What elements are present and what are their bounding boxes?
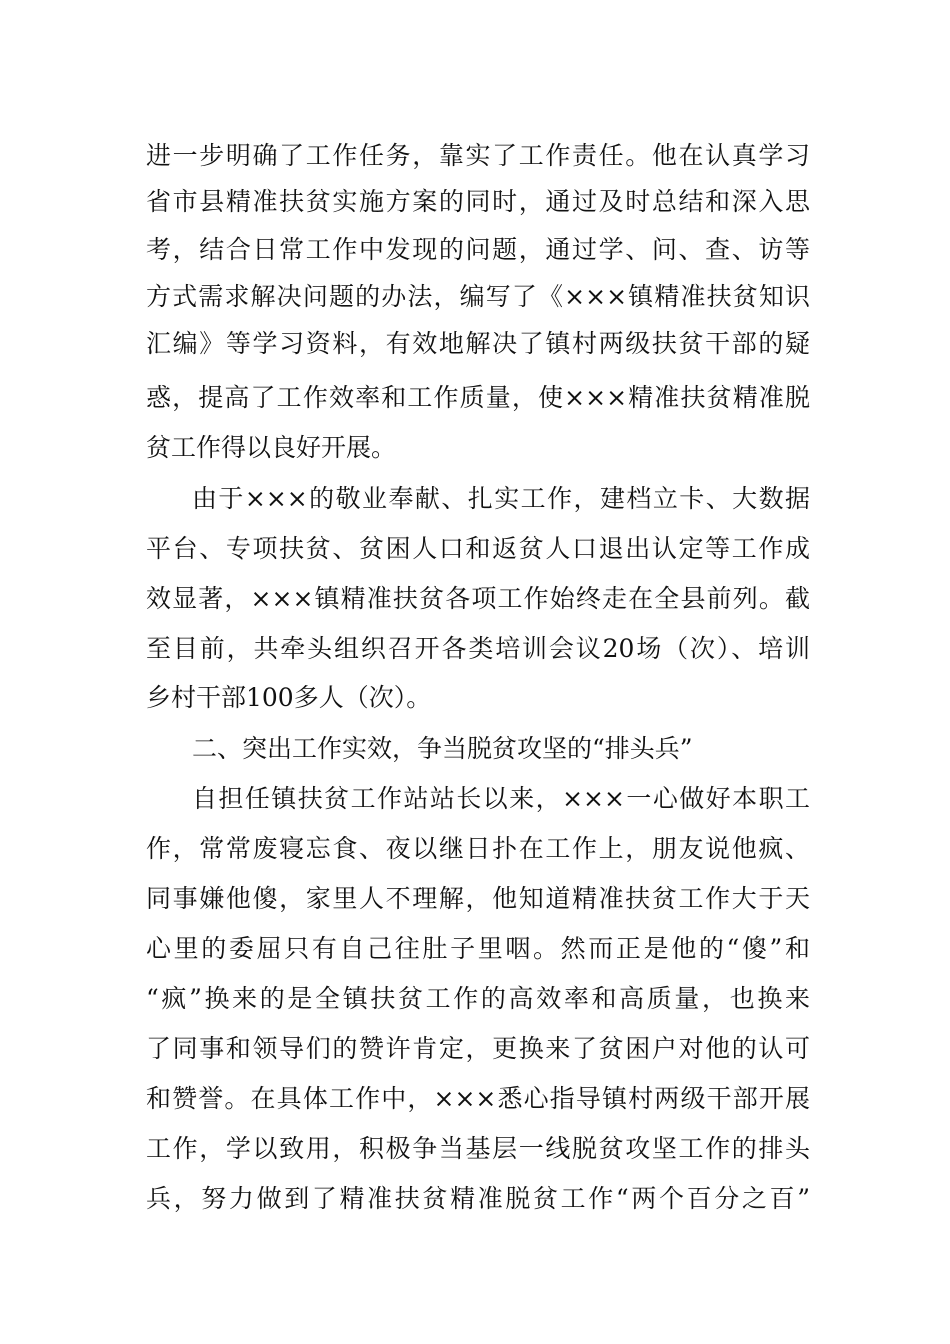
paragraph-line: “疯”换来的是全镇扶贫工作的高效率和高质量，也换来 [146,984,810,1013]
paragraph-line: 了同事和领导们的赞许肯定，更换来了贫困户对他的认可 [146,1034,810,1063]
paragraph-line: 考，结合日常工作中发现的问题，通过学、问、查、访等 [146,235,810,264]
paragraph-line: 自担任镇扶贫工作站站长以来，×××一心做好本职工 [192,784,810,813]
paragraph-line: 贫工作得以良好开展。 [146,433,397,462]
paragraph-line: 工作，学以致用，积极争当基层一线脱贫攻坚工作的排头 [146,1134,810,1163]
section-heading: 二、突出工作实效，争当脱贫攻坚的“排头兵” [192,734,693,763]
paragraph-line: 由于×××的敬业奉献、扎实工作，建档立卡、大数据 [192,484,810,513]
paragraph-line: 同事嫌他傻，家里人不理解，他知道精准扶贫工作大于天 [146,884,810,913]
paragraph-line: 乡村干部100多人（次）。 [146,683,432,712]
paragraph-line: 至目前，共牵头组织召开各类培训会议20场（次）、培训 [146,634,810,663]
paragraph-line: 平台、专项扶贫、贫困人口和返贫人口退出认定等工作成 [146,534,810,563]
paragraph-line: 心里的委屈只有自己往肚子里咽。然而正是他的“傻”和 [146,934,810,963]
paragraph-line: 汇编》等学习资料，有效地解决了镇村两级扶贫干部的疑 [146,329,810,358]
paragraph-line: 作，常常废寝忘食、夜以继日扑在工作上，朋友说他疯、 [146,834,810,863]
paragraph-line: 方式需求解决问题的办法，编写了《×××镇精准扶贫知识 [146,282,810,311]
paragraph-line: 兵，努力做到了精准扶贫精准脱贫工作“两个百分之百” [146,1184,810,1213]
paragraph-line: 进一步明确了工作任务，靠实了工作责任。他在认真学习 [146,141,810,170]
paragraph-line: 惑，提高了工作效率和工作质量，使×××精准扶贫精准脱 [146,383,810,412]
paragraph-line: 效显著，×××镇精准扶贫各项工作始终走在全县前列。截 [146,584,810,613]
paragraph-line: 省市县精准扶贫实施方案的同时，通过及时总结和深入思 [146,187,810,216]
paragraph-line: 和赞誉。在具体工作中，×××悉心指导镇村两级干部开展 [146,1084,810,1113]
